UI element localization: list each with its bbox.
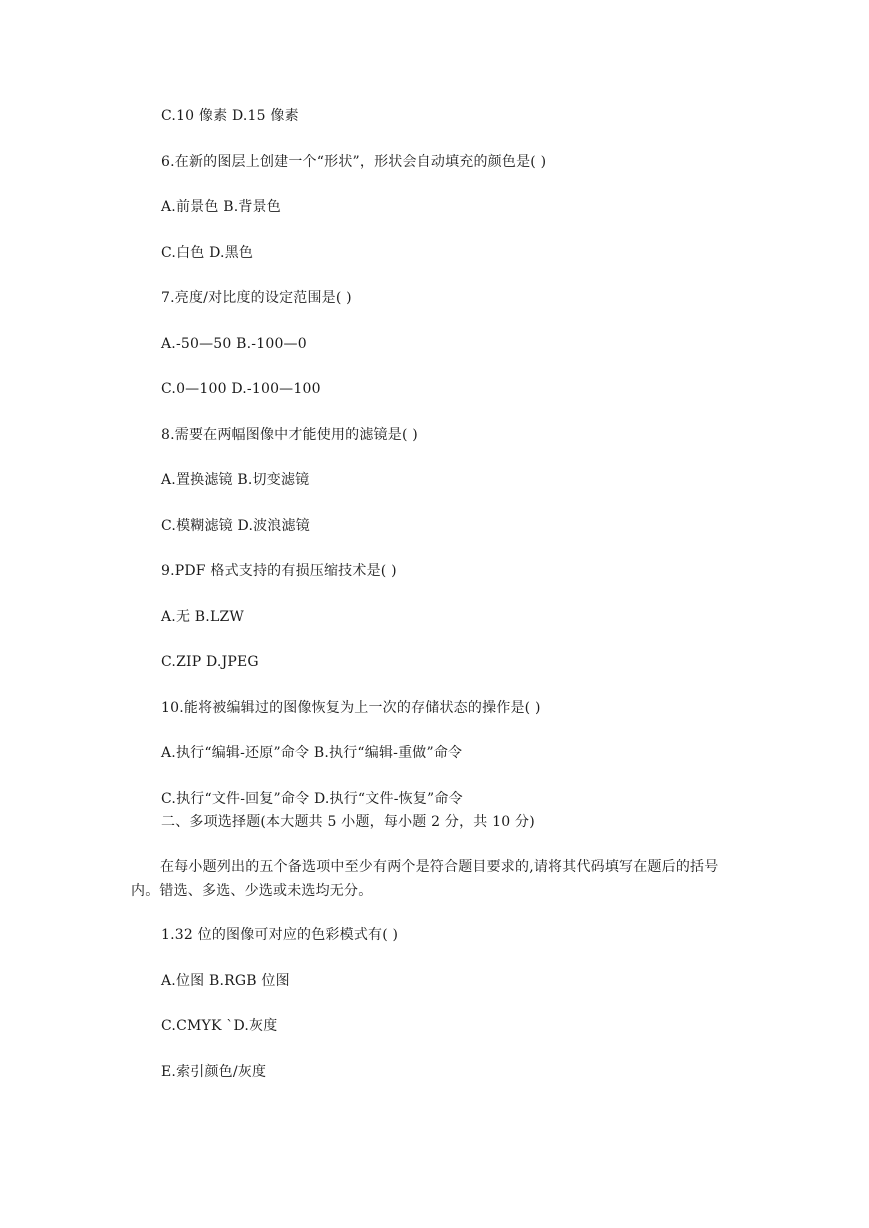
mq1-options-cd: C.CMYK `D.灰度 [161, 1018, 278, 1034]
q9-question: 9.PDF 格式支持的有损压缩技术是( ) [161, 563, 397, 579]
q10-options-ab: A.执行“编辑-还原”命令 B.执行“编辑-重做”命令 [161, 745, 463, 761]
mq1-options-ab: A.位图 B.RGB 位图 [161, 973, 290, 989]
q5-options-cd: C.10 像素 D.15 像素 [161, 108, 299, 124]
q7-options-cd: C.0—100 D.-100—100 [161, 381, 321, 397]
q8-options-ab: A.置换滤镜 B.切变滤镜 [161, 472, 310, 488]
q7-question: 7.亮度/对比度的设定范围是( ) [161, 290, 352, 306]
mq1-question: 1.32 位的图像可对应的色彩模式有( ) [161, 927, 399, 943]
q9-options-ab: A.无 B.LZW [161, 609, 244, 625]
q8-question: 8.需要在两幅图像中才能使用的滤镜是( ) [161, 427, 418, 443]
section-instructions: 在每小题列出的五个备选项中至少有两个是符合题目要求的,请将其代码填写在题后的括号内。错选、多选、少选或未选均无分。 [131, 859, 719, 899]
q8-options-cd: C.模糊滤镜 D.波浪滤镜 [161, 518, 310, 534]
q9-options-cd: C.ZIP D.JPEG [161, 654, 259, 670]
q10-question: 10.能将被编辑过的图像恢复为上一次的存储状态的操作是( ) [161, 700, 541, 716]
section-heading: 二、多项选择题(本大题共 5 小题，每小题 2 分，共 10 分) [161, 814, 535, 830]
q6-options-ab: A.前景色 B.背景色 [161, 199, 281, 215]
mq1-option-e: E.索引颜色/灰度 [161, 1064, 267, 1080]
q6-question: 6.在新的图层上创建一个“形状”，形状会自动填充的颜色是( ) [161, 154, 547, 170]
q6-options-cd: C.白色 D.黑色 [161, 245, 254, 261]
q7-options-ab: A.-50—50 B.-100—0 [161, 336, 307, 352]
q10-options-cd: C.执行“文件-回复”命令 D.执行“文件-恢复”命令 [161, 791, 463, 807]
